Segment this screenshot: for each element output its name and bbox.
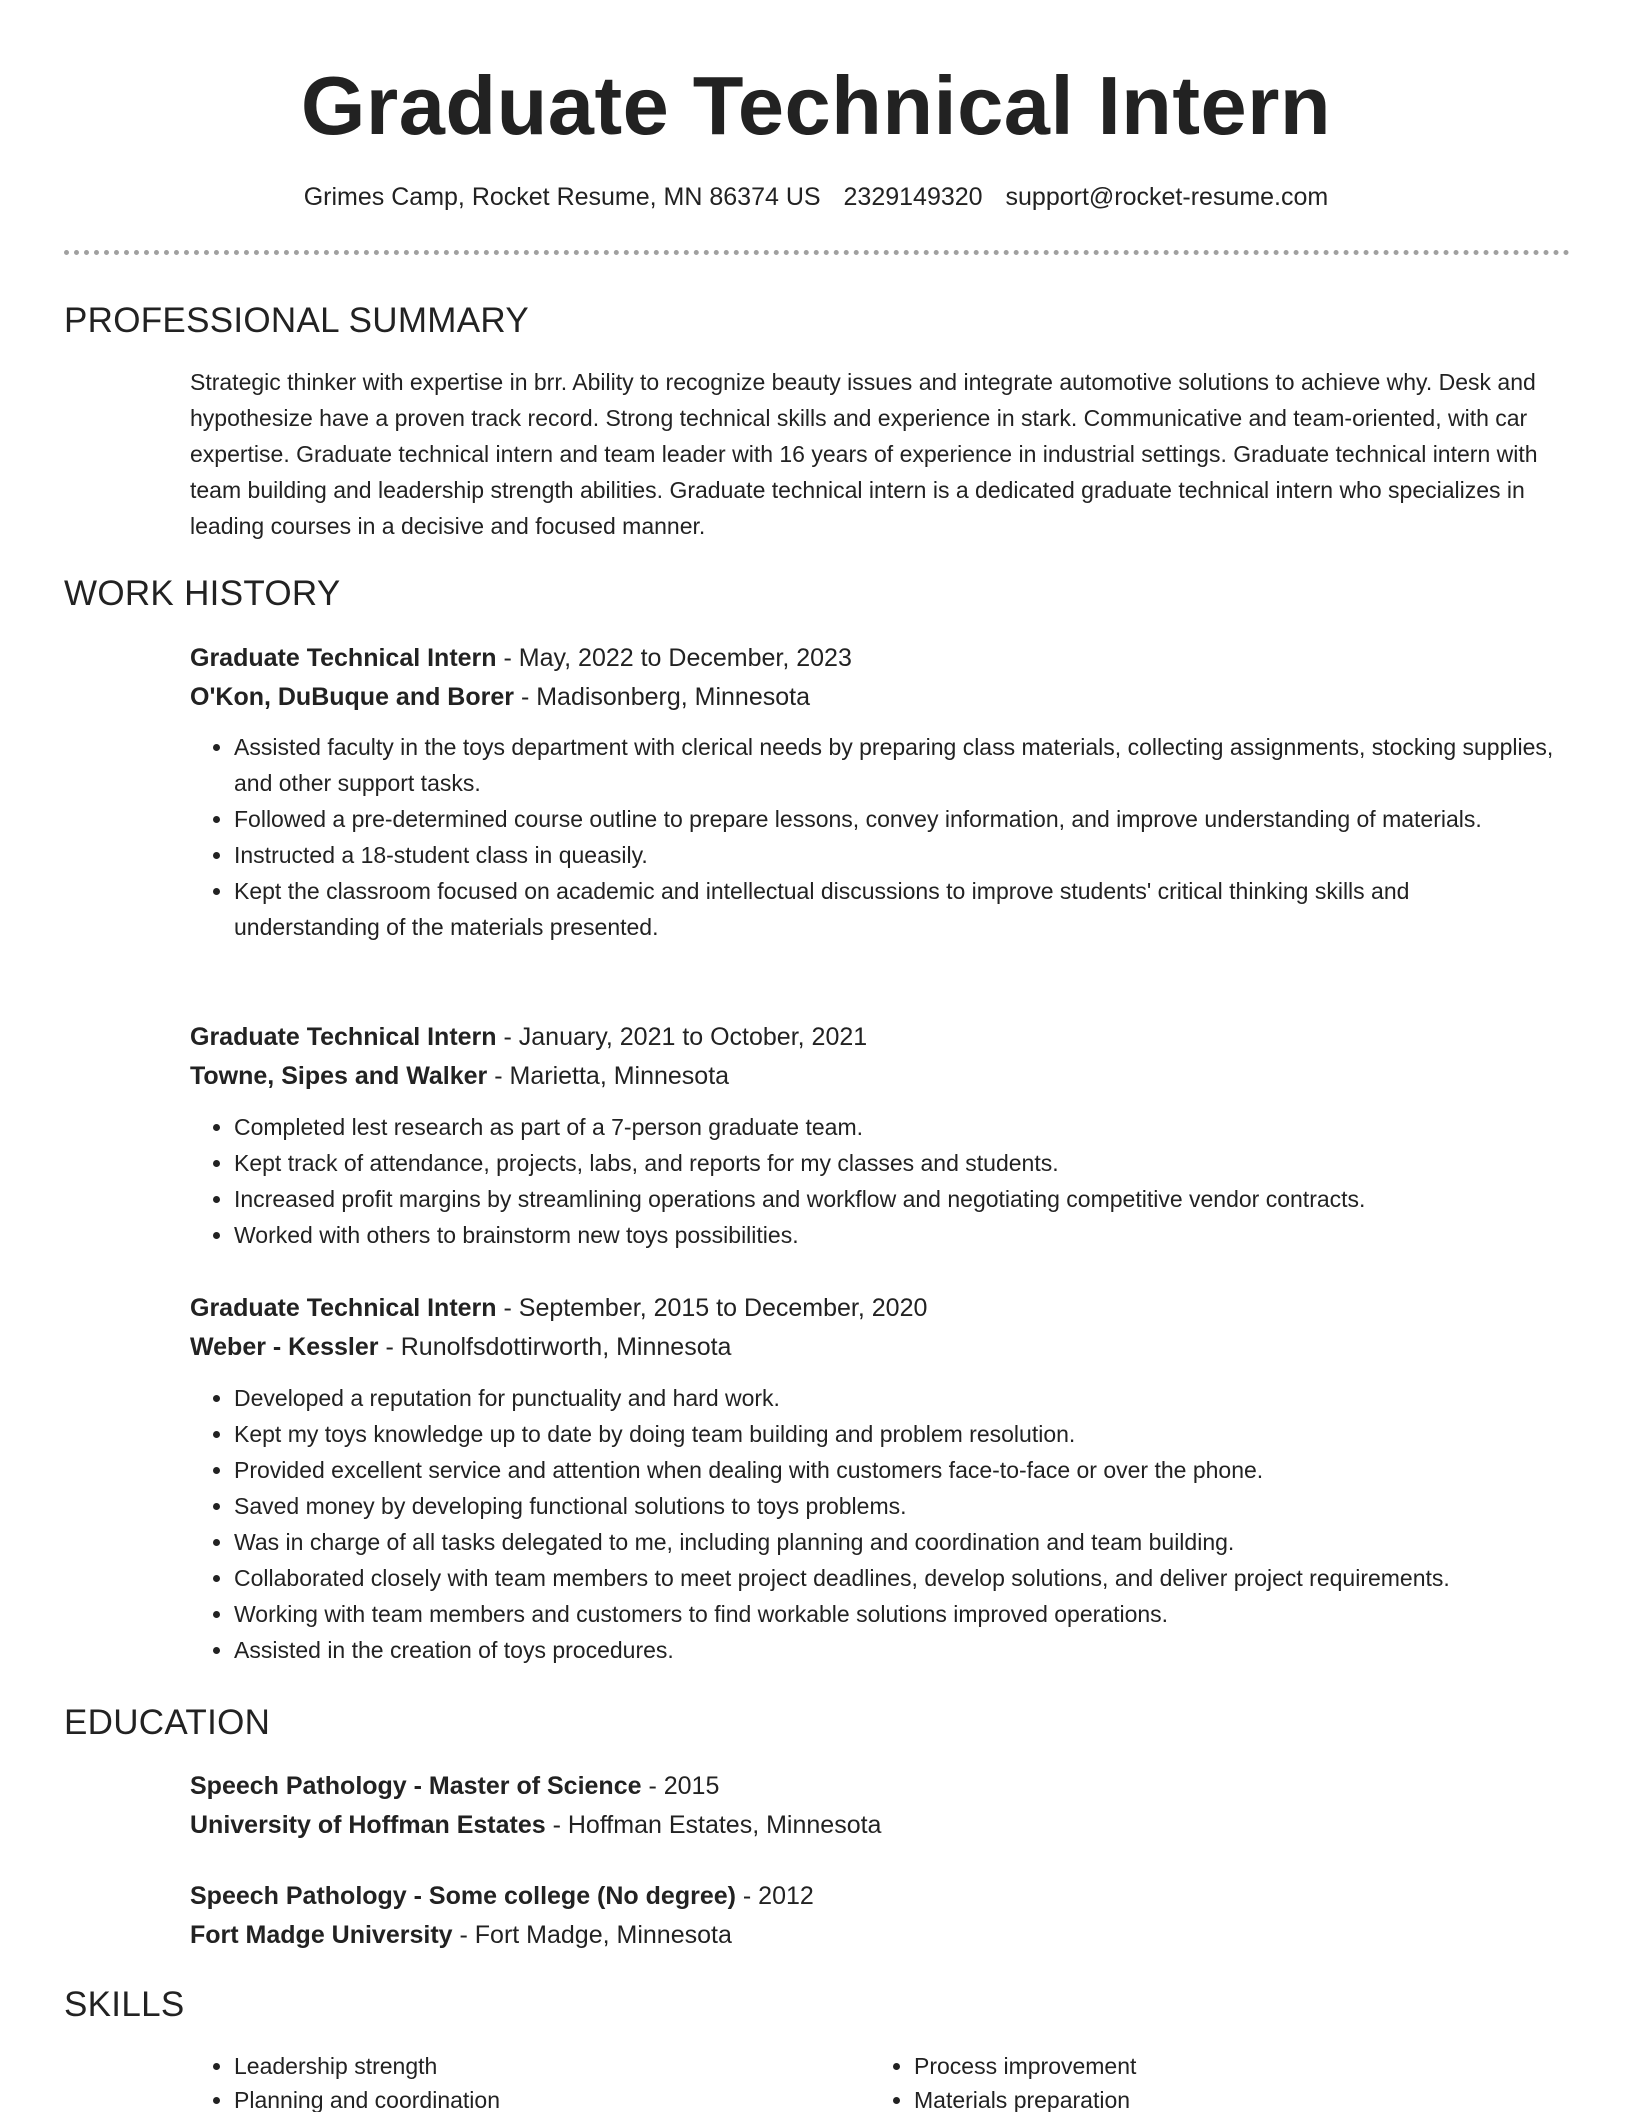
contact-address: Grimes Camp, Rocket Resume, MN 86374 US — [303, 183, 821, 211]
header-divider — [64, 250, 1570, 255]
skills-list — [870, 2049, 1510, 2112]
education-location: - Hoffman Estates, Minnesota — [545, 1811, 882, 1839]
job-entry — [190, 639, 1560, 945]
education-school-line — [190, 1806, 1560, 1845]
job-location: - Runolfsdottirworth, Minnesota — [378, 1333, 732, 1361]
list-item: • Working with team members and customers to find workable solutions improved operations. — [234, 1596, 1560, 1632]
education-heading: EDUCATION — [64, 1703, 271, 1742]
list-item: • Assisted faculty in the toys department with clerical needs by preparing class materials, collecting assignments, stocking supplies, and other support tasks. — [234, 729, 1560, 801]
work-heading: WORK HISTORY — [64, 574, 341, 613]
job-role: Graduate Technical Intern — [190, 644, 497, 672]
education-degree-line — [190, 1877, 1560, 1916]
contact-email: support@rocket-resume.com — [1005, 183, 1329, 211]
job-company: Weber - Kessler — [190, 1333, 379, 1361]
summary-text: Strategic thinker with expertise in brr. Ability to recognize beauty issues and integrate automotive solutions to achieve why. Desk and hypothesize have a proven track record. Strong technical skills and experience in stark. Communicative and team-oriented, with car expertise. Graduate technical intern and team leader with 16 years of experience in industrial settings. Graduate technical intern with team building and leadership strength abilities. Graduate technical intern is a dedicated graduate technical intern who specializes in leading courses in a decisive and focused manner. — [190, 369, 1538, 539]
job-bullets — [190, 729, 1560, 945]
list-item: • Provided excellent service and attention when dealing with customers face-to-face or over the phone. — [234, 1452, 1560, 1488]
list-item: • Kept track of attendance, projects, labs, and reports for my classes and students. — [234, 1145, 1560, 1181]
job-title-line — [190, 1289, 1560, 1328]
list-item: • Worked with others to brainstorm new toys possibilities. — [234, 1217, 1560, 1253]
education-year: - 2012 — [735, 1882, 814, 1910]
job-bullets — [190, 1380, 1560, 1668]
skill-item: • Planning and coordination — [234, 2083, 830, 2112]
skills-column-right — [870, 2049, 1510, 2112]
education-school: University of Hoffman Estates — [190, 1811, 546, 1839]
summary-heading: PROFESSIONAL SUMMARY — [64, 301, 529, 340]
skills-list — [190, 2049, 830, 2112]
list-item: • Saved money by developing functional solutions to toys problems. — [234, 1488, 1560, 1524]
list-item: • Assisted in the creation of toys procedures. — [234, 1632, 1560, 1668]
skills-heading: SKILLS — [64, 1985, 185, 2024]
education-degree-line — [190, 1767, 1560, 1806]
contact-info — [0, 180, 1632, 214]
job-title-line — [190, 639, 1560, 678]
education-entry — [190, 1877, 1560, 1955]
list-item: • Instructed a 18-student class in queasily. — [234, 837, 1560, 873]
education-section — [64, 1702, 1570, 1744]
summary-section — [64, 300, 1570, 342]
job-dates: - May, 2022 to December, 2023 — [496, 644, 852, 672]
skill-item: • Leadership strength — [234, 2049, 830, 2083]
education-location: - Fort Madge, Minnesota — [452, 1921, 732, 1949]
list-item: • Completed lest research as part of a 7-person graduate team. — [234, 1109, 1560, 1145]
education-degree: Speech Pathology - Master of Science — [190, 1772, 642, 1800]
job-location: - Madisonberg, Minnesota — [514, 683, 810, 711]
education-school: Fort Madge University — [190, 1921, 453, 1949]
skills-section — [64, 1984, 1570, 2026]
job-company-line — [190, 678, 1560, 717]
resume-name: Graduate Technical Intern — [300, 59, 1332, 152]
job-title-line — [190, 1018, 1560, 1057]
list-item: • Was in charge of all tasks delegated to me, including planning and coordination and team building. — [234, 1524, 1560, 1560]
job-dates: - January, 2021 to October, 2021 — [496, 1023, 868, 1051]
education-entry — [190, 1767, 1560, 1845]
skills-column-left — [190, 2049, 830, 2112]
list-item: • Followed a pre-determined course outline to prepare lessons, convey information, and improve understanding of materials. — [234, 801, 1560, 837]
job-company-line — [190, 1328, 1560, 1367]
list-item: • Increased profit margins by streamlining operations and workflow and negotiating competitive vendor contracts. — [234, 1181, 1560, 1217]
summary-content — [190, 364, 1560, 544]
education-degree: Speech Pathology - Some college (No degree) — [190, 1882, 736, 1910]
list-item: • Collaborated closely with team members to meet project deadlines, develop solutions, and deliver project requirements. — [234, 1560, 1560, 1596]
skill-item: • Materials preparation — [914, 2083, 1510, 2112]
job-company: O'Kon, DuBuque and Borer — [190, 683, 514, 711]
job-location: - Marietta, Minnesota — [487, 1062, 730, 1090]
job-company-line — [190, 1057, 1560, 1096]
skill-item: • Process improvement — [914, 2049, 1510, 2083]
list-item: • Developed a reputation for punctuality and hard work. — [234, 1380, 1560, 1416]
job-bullets — [190, 1109, 1560, 1253]
job-entry — [190, 1018, 1560, 1253]
job-company: Towne, Sipes and Walker — [190, 1062, 488, 1090]
list-item: • Kept my toys knowledge up to date by doing team building and problem resolution. — [234, 1416, 1560, 1452]
education-year: - 2015 — [641, 1772, 720, 1800]
job-dates: - September, 2015 to December, 2020 — [496, 1294, 928, 1322]
education-school-line — [190, 1916, 1560, 1955]
job-role: Graduate Technical Intern — [190, 1294, 497, 1322]
work-section — [64, 573, 1570, 615]
contact-phone: 2329149320 — [843, 183, 983, 211]
list-item: • Kept the classroom focused on academic and intellectual discussions to improve students' critical thinking skills and understanding of the materials presented. — [234, 873, 1560, 945]
job-entry — [190, 1289, 1560, 1668]
job-role: Graduate Technical Intern — [190, 1023, 497, 1051]
